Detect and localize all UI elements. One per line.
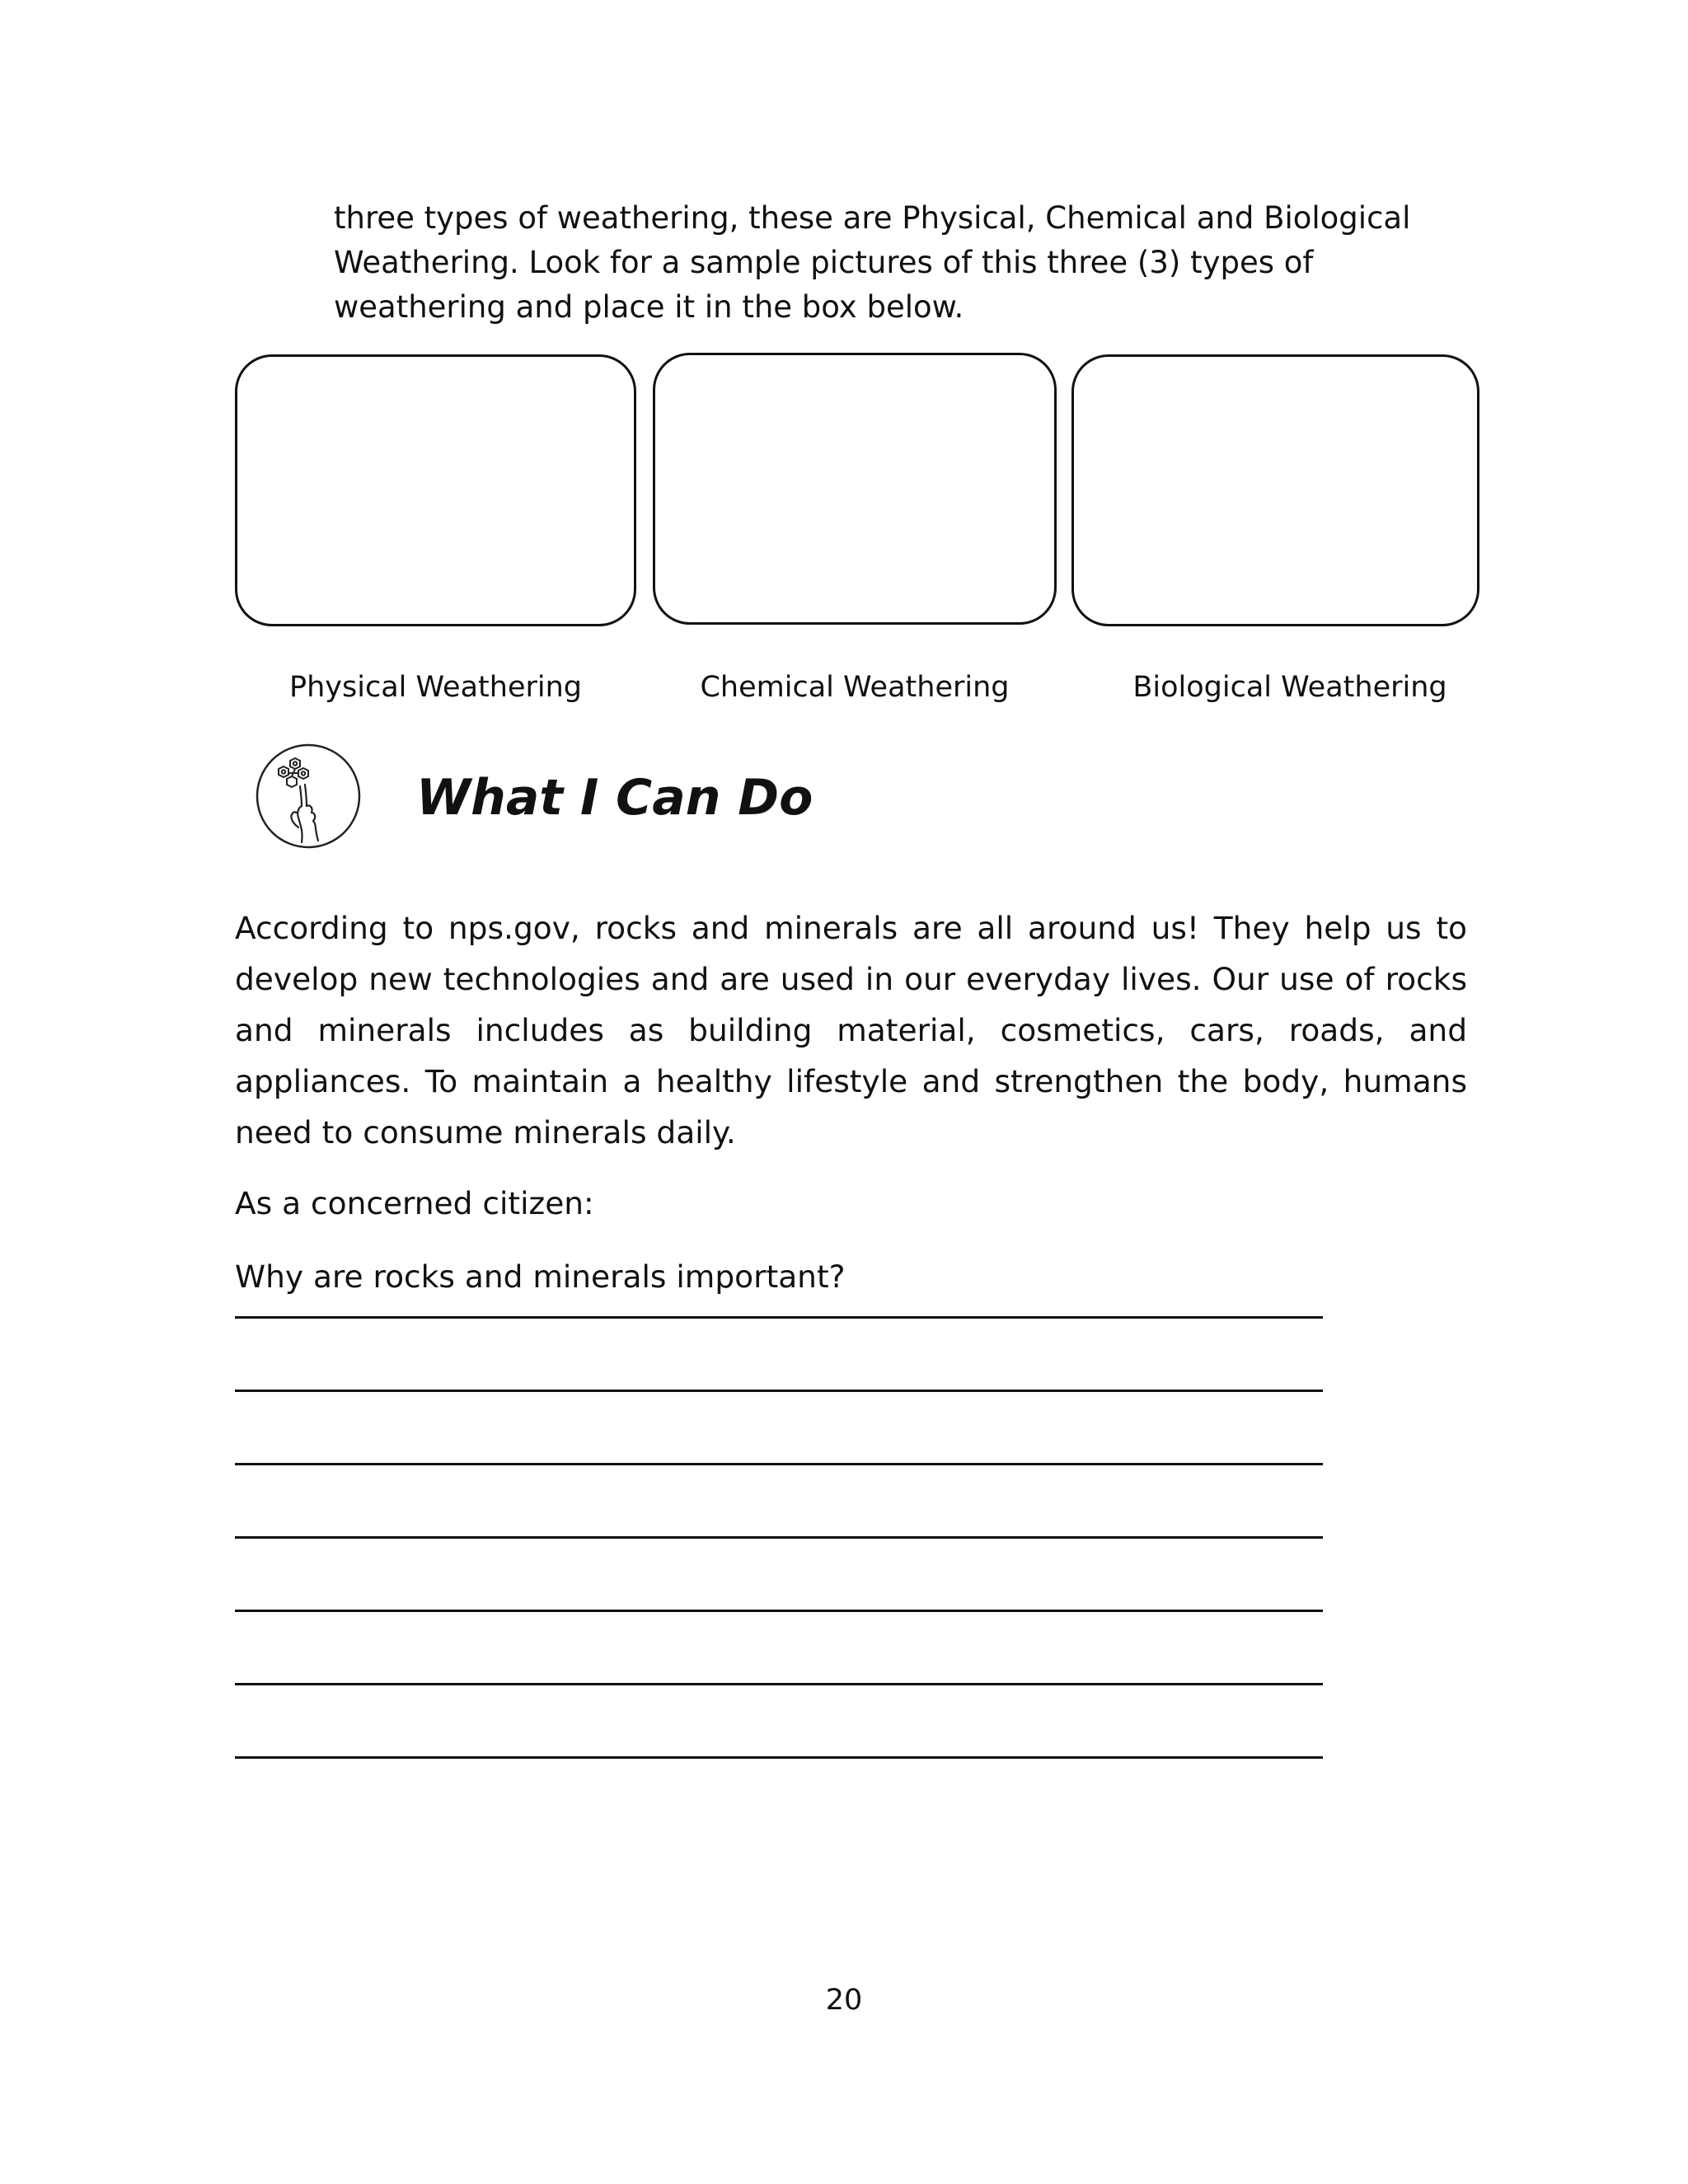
page-number: 20	[825, 1984, 863, 2017]
hand-holding-molecules-icon	[254, 742, 363, 851]
prompt-text: As a concerned citizen:	[235, 1185, 594, 1221]
biological-weathering-label: Biological Weathering	[1132, 671, 1447, 704]
question-text: Why are rocks and minerals important?	[235, 1258, 846, 1295]
answer-line-2[interactable]	[235, 1390, 1323, 1392]
answer-line-6[interactable]	[235, 1683, 1323, 1685]
answer-line-5[interactable]	[235, 1610, 1323, 1612]
body-paragraph: According to nps.gov, rocks and minerals are all around us! They help us to develop new technologies and are used in our everyday lives. Our use of rocks and minerals includes as building material, cosmetics, cars, roads, and appliances. To maintain a healthy lifestyle and strengthen the body, humans need to consume minerals daily.	[235, 910, 1467, 1151]
physical-weathering-label: Physical Weathering	[289, 671, 582, 704]
chemical-weathering-label: Chemical Weathering	[700, 671, 1010, 704]
chemical-weathering-picture-box[interactable]	[653, 353, 1057, 625]
answer-line-4[interactable]	[235, 1536, 1323, 1539]
answer-lines	[235, 1316, 1323, 1830]
answer-line-7[interactable]	[235, 1756, 1323, 1759]
physical-weathering-picture-box[interactable]	[235, 354, 636, 626]
biological-weathering-picture-box[interactable]	[1071, 354, 1479, 626]
intro-paragraph: three types of weathering, these are Physical, Chemical and Biological Weathering. Look for a sample pictures of this three (3) types of weathering and place it in the box below.	[334, 200, 1411, 325]
section-title: What I Can Do	[416, 769, 814, 827]
answer-line-3[interactable]	[235, 1463, 1323, 1465]
answer-line-1[interactable]	[235, 1316, 1323, 1319]
